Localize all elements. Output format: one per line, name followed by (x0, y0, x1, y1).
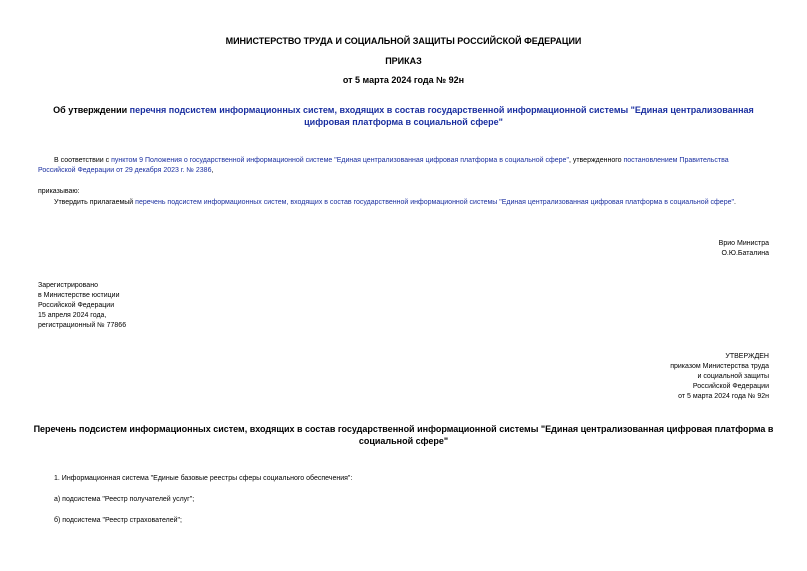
preamble-text: В соответствии с (54, 157, 112, 164)
signature-block (719, 239, 769, 259)
registration-line: 15 апреля 2024 года, (38, 312, 107, 319)
resolution-link[interactable]: постановлением Правительства (623, 157, 729, 164)
regulation-link[interactable]: пунктом 9 Положения о государственной информационной системе "Единая централизованная цифровая платформа в социальной сфере" (111, 157, 569, 164)
approved-block (670, 352, 769, 402)
list-item: 1. Информационная система "Единые базовые реестры сферы социального обеспечения": (54, 475, 353, 482)
preamble-line-2 (38, 166, 770, 176)
preamble-text: , (211, 167, 214, 174)
signature-name: О.Ю.Баталина (721, 250, 769, 257)
signature-position: Врио Министра (718, 240, 769, 247)
approved-line: УТВЕРЖДЕН (725, 353, 769, 360)
approved-line: и социальной защиты (697, 373, 769, 380)
title-prefix: Об утверждении (53, 105, 130, 115)
approve-text: . (733, 199, 736, 206)
resolution-link-cont[interactable]: Российской Федерации от 29 декабря 2023 г. № 2386 (38, 167, 212, 174)
list-title-line: Перечень подсистем информационных систем, входящих в состав государственной информационной системы "Единая централизованная цифровая платформа в (33, 424, 774, 434)
approved-line: от 5 марта 2024 года № 92н (678, 393, 769, 400)
approved-line: приказом Министерства труда (670, 363, 769, 370)
list-item: б) подсистема "Реестр страхователей"; (54, 517, 182, 524)
ministry-heading: МИНИСТЕРСТВО ТРУДА И СОЦИАЛЬНОЙ ЗАЩИТЫ РОССИЙСКОЙ ФЕДЕРАЦИИ (225, 36, 582, 46)
approve-text: Утвердить прилагаемый (54, 199, 136, 206)
order-word: приказываю: (38, 188, 80, 195)
registration-line: регистрационный № 77866 (38, 322, 127, 329)
doc-type-heading: ПРИКАЗ (385, 56, 422, 66)
registration-line: в Министерстве юстиции (38, 292, 120, 299)
title-link-cont[interactable]: цифровая платформа в социальной сфере" (304, 117, 503, 127)
preamble-line-1 (38, 156, 770, 166)
approved-line: Российской Федерации (692, 383, 769, 390)
list-link[interactable]: перечень подсистем информационных систем, входящих в состав государственной информационной системы "Единая централизованная цифровая платформа в социальной сфере" (135, 199, 734, 206)
registration-line: Зарегистрировано (38, 282, 98, 289)
list-title (0, 423, 807, 447)
registration-line: Российской Федерации (38, 302, 115, 309)
preamble-paragraph (38, 156, 770, 176)
doc-date-number: от 5 марта 2024 года № 92н (342, 75, 465, 85)
document-title (0, 104, 807, 128)
list-item: а) подсистема "Реестр получателей услуг"; (54, 496, 195, 503)
preamble-text: , утвержденного (568, 157, 624, 164)
title-link[interactable]: перечня подсистем информационных систем, входящих в состав государственной информационной системы "Единая централизованная (129, 105, 754, 115)
list-title-line: социальной сфере" (358, 436, 449, 446)
approve-paragraph (54, 198, 736, 208)
registration-block (38, 281, 126, 331)
